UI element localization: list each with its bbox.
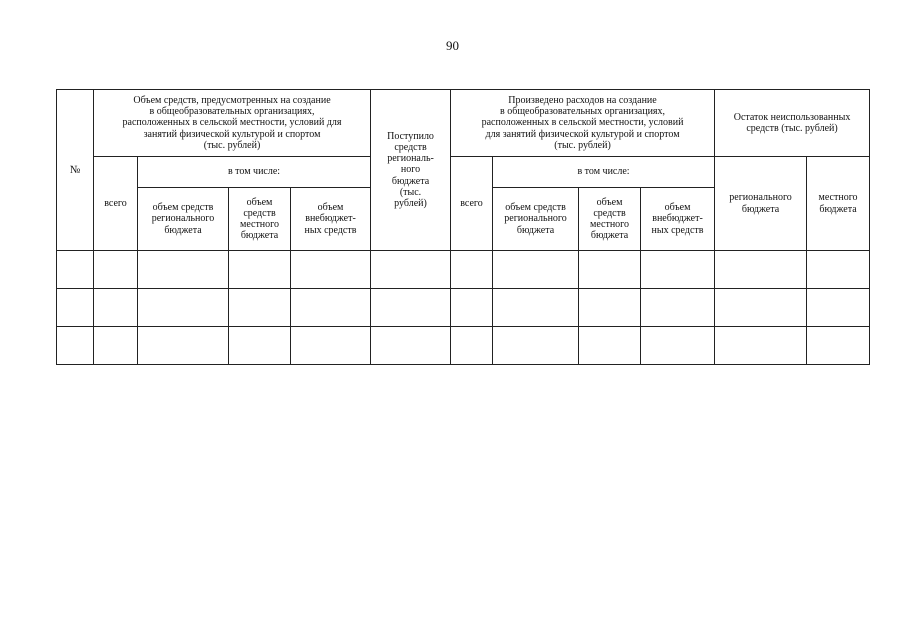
header-total-2: всего	[451, 157, 493, 251]
table-cell[interactable]	[715, 327, 807, 365]
table-cell[interactable]	[807, 327, 870, 365]
table-cell[interactable]	[579, 251, 641, 289]
table-cell[interactable]	[641, 327, 715, 365]
table-cell[interactable]	[579, 327, 641, 365]
table-cell[interactable]	[451, 251, 493, 289]
table-cell[interactable]	[291, 327, 371, 365]
header-regional-budget: регионального бюджета	[715, 157, 807, 251]
table-cell[interactable]	[291, 251, 371, 289]
header-expenses-made: Произведено расходов на создание в общеобразовательных организациях, расположенных в сельской местности, условий для занятий физической культурой и спортом (тыс. рублей)	[451, 90, 715, 157]
header-received-regional: Поступило средств региональ- ного бюджета (тыс. рублей)	[371, 90, 451, 251]
header-including-1: в том числе:	[138, 157, 371, 188]
table-cell[interactable]	[57, 251, 94, 289]
table-cell[interactable]	[138, 289, 229, 327]
header-local-budget: местного бюджета	[807, 157, 870, 251]
table-cell[interactable]	[138, 327, 229, 365]
header-offbudget-funds-1: объем внебюджет- ных средств	[291, 188, 371, 251]
table-cell[interactable]	[451, 289, 493, 327]
table-cell[interactable]	[371, 251, 451, 289]
table-cell[interactable]	[371, 289, 451, 327]
table-row	[57, 251, 870, 289]
table-cell[interactable]	[57, 289, 94, 327]
header-regional-funds-1: объем средств регионального бюджета	[138, 188, 229, 251]
table-cell[interactable]	[807, 289, 870, 327]
header-local-funds-1: объем средств местного бюджета	[229, 188, 291, 251]
table-cell[interactable]	[493, 289, 579, 327]
table-cell[interactable]	[641, 289, 715, 327]
table-cell[interactable]	[229, 327, 291, 365]
header-offbudget-funds-2: объем внебюджет- ных средств	[641, 188, 715, 251]
header-regional-funds-2: объем средств регионального бюджета	[493, 188, 579, 251]
table-cell[interactable]	[57, 327, 94, 365]
header-total-1: всего	[94, 157, 138, 251]
table-cell[interactable]	[715, 251, 807, 289]
table-cell[interactable]	[451, 327, 493, 365]
table-cell[interactable]	[229, 289, 291, 327]
column-header-number: №	[57, 90, 94, 251]
table-cell[interactable]	[94, 289, 138, 327]
table-cell[interactable]	[641, 251, 715, 289]
table-cell[interactable]	[579, 289, 641, 327]
table-cell[interactable]	[94, 251, 138, 289]
table-cell[interactable]	[229, 251, 291, 289]
table-cell[interactable]	[138, 251, 229, 289]
table-cell[interactable]	[715, 289, 807, 327]
table-cell[interactable]	[807, 251, 870, 289]
header-planned-funds: Объем средств, предусмотренных на создание в общеобразовательных организациях, расположенных в сельской местности, условий для занятий физической культурой и спортом (тыс. рублей)	[94, 90, 371, 157]
table-cell[interactable]	[371, 327, 451, 365]
report-table	[56, 89, 870, 365]
table-cell[interactable]	[493, 327, 579, 365]
table-cell[interactable]	[493, 251, 579, 289]
header-including-2: в том числе:	[493, 157, 715, 188]
page-number: 90	[446, 38, 459, 53]
table-cell[interactable]	[94, 327, 138, 365]
header-unused-balance: Остаток неиспользованных средств (тыс. рублей)	[715, 90, 870, 157]
header-local-funds-2: объем средств местного бюджета	[579, 188, 641, 251]
table-row	[57, 327, 870, 365]
table-row	[57, 289, 870, 327]
table-cell[interactable]	[291, 289, 371, 327]
